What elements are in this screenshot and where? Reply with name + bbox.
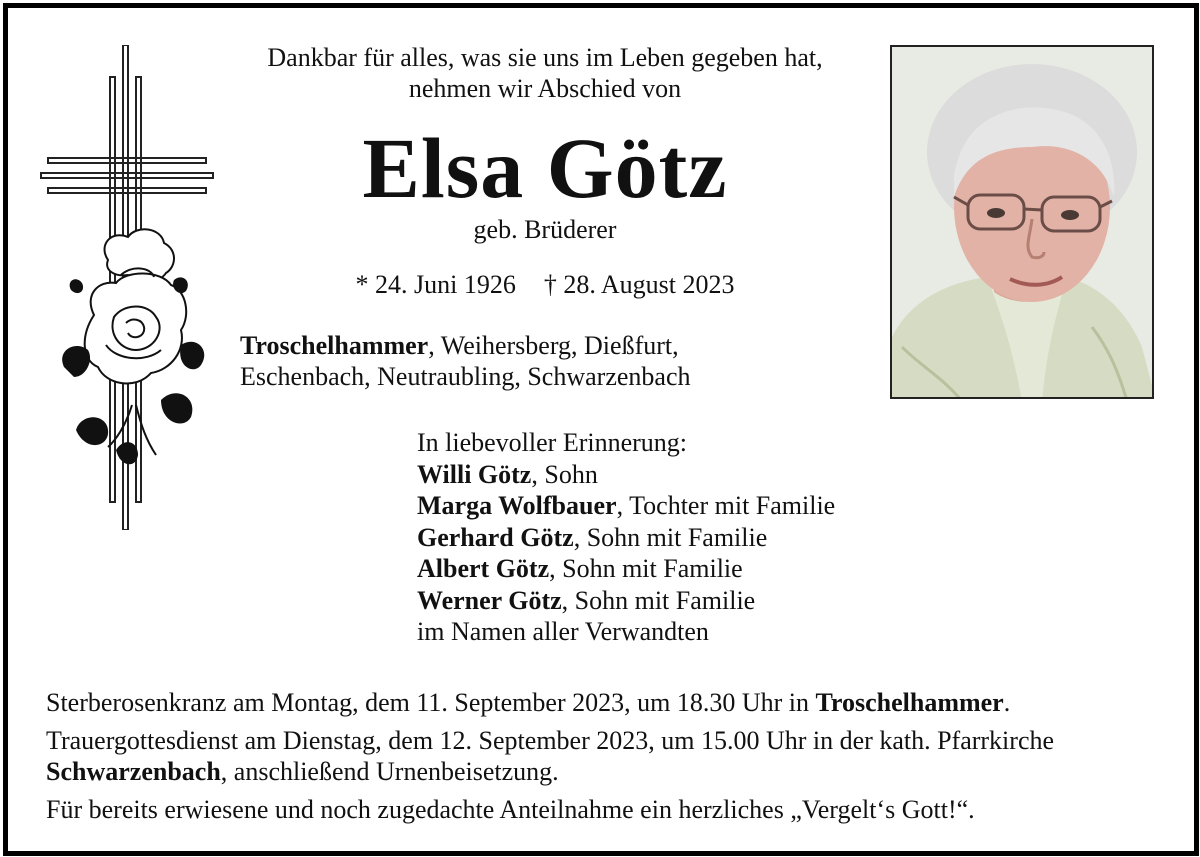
rosary-place: Troschelhammer [815, 688, 1004, 717]
places-line-1 [240, 330, 690, 361]
birth-date: * 24. Juni 1926 [355, 270, 516, 299]
mass-info [46, 725, 1156, 788]
mourners-block [417, 427, 835, 648]
mourner-name: Albert Götz [417, 554, 550, 583]
places-list [240, 330, 690, 392]
rosary-end: . [1003, 688, 1011, 717]
places-line-1-rest: , Weihersberg, Dießfurt, [428, 331, 679, 360]
mourner-relation: , Sohn [531, 459, 598, 489]
mourner-name: Marga Wolfbauer [417, 491, 617, 520]
intro-line-1: Dankbar für alles, was sie uns im Leben gegeben hat, [267, 43, 823, 72]
death-date: † 28. August 2023 [543, 270, 735, 299]
mourner-name: Gerhard Götz [417, 522, 574, 552]
mourners-heading: In liebevoller Erinnerung: [417, 428, 688, 457]
intro-line-2: nehmen wir Abschied von [408, 74, 682, 103]
mourner-relation: , Tochter mit Familie [616, 491, 836, 520]
service-info [46, 687, 1156, 825]
mourner-row [417, 553, 835, 585]
deceased-name: Elsa Götz [362, 120, 728, 216]
mourner-row [417, 490, 835, 522]
intro-text [230, 42, 860, 104]
places-line-2: Eschenbach, Neutraubling, Schwarzenbach [240, 362, 691, 391]
place-bold: Troschelhammer [240, 331, 429, 360]
mourner-row [417, 522, 835, 554]
birth-name: geb. Brüderer [473, 215, 617, 244]
mourners-closing: im Namen aller Verwandten [417, 617, 709, 646]
mourner-name: Willi Götz [417, 459, 532, 489]
mourner-relation: , Sohn mit Familie [561, 585, 756, 615]
mourner-row [417, 459, 835, 491]
mourner-row [417, 585, 835, 617]
mourner-relation: , Sohn mit Familie [573, 522, 768, 552]
rosary-info [46, 687, 1156, 719]
mass-place: Schwarzenbach [46, 757, 221, 786]
life-dates [230, 270, 860, 300]
portrait-photo [890, 45, 1154, 399]
mass-end: , anschließend Urnenbeisetzung. [220, 757, 559, 786]
mourner-relation: , Sohn mit Familie [549, 554, 743, 583]
mourner-name: Werner Götz [417, 585, 562, 615]
cross-with-rose-icon [36, 45, 216, 530]
rosary-text: Sterberosenkranz am Montag, dem 11. September 2023, um 18.30 Uhr in [46, 688, 816, 717]
thanks-text: Für bereits erwiesene und noch zugedachte Anteilnahme ein herzliches „Vergelt‘s Gott!“. [46, 794, 975, 824]
mass-text: Trauergottesdienst am Dienstag, dem 12. September 2023, um 15.00 Uhr in der kath. Pfarrkirche [46, 725, 1055, 755]
